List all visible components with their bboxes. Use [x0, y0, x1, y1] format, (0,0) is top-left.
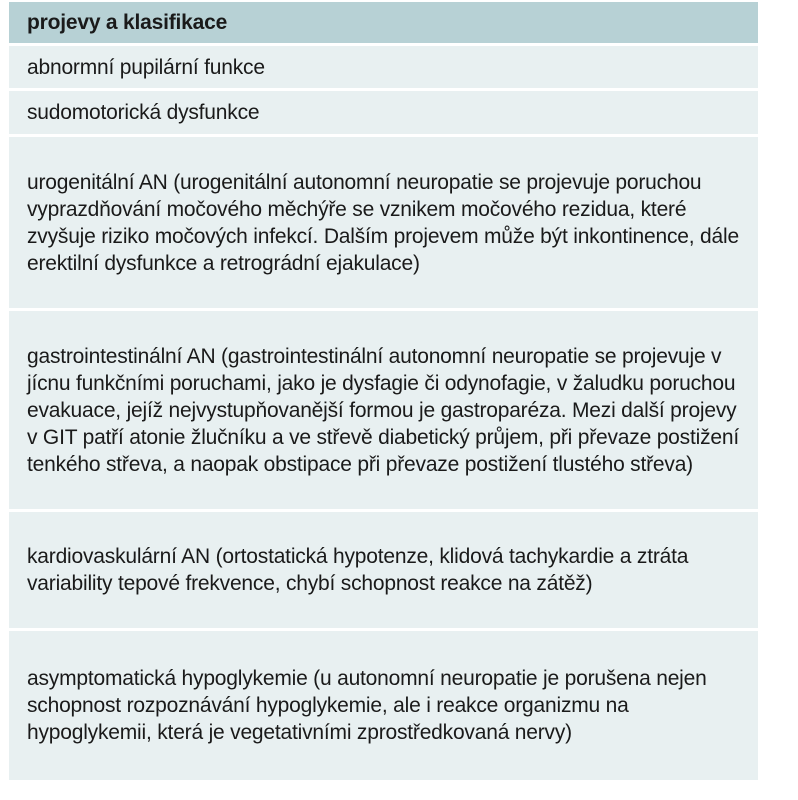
table-header — [9, 2, 758, 46]
row-text-gastrointestinal: gastrointestinální AN (gastrointestinální autonomní neuropatie se projevuje v jícnu funkčními poruchami, jako je dysfagie či odynofagie, v žaludku poruchou evakuace, jejíž nejvystupňovanější formou je gastroparéza. Mezi další projevy v GIT patří atonie žlučníku a ve střevě diabetický průjem, při převaze postižení tenkého střeva, a naopak obstipace při převaze postižení tlustého střeva) — [27, 344, 739, 476]
row-text-hypoglycemia: asymptomatická hypoglykemie (u autonomní neuropatie je porušena nejen schopnost rozpoznávání hypoglykemie, ale i reakce organizmu na hypoglykemii, která je vegetativními zprostředkovaná nervy) — [27, 667, 707, 744]
table-row — [9, 512, 758, 631]
table-row — [9, 91, 758, 137]
row-text-cardiovascular: kardiovaskulární AN (ortostatická hypotenze, klidová tachykardie a ztráta variability tepové frekvence, chybí schopnost reakce na zátěž) — [27, 545, 689, 595]
row-text-pupillary: abnormní pupilární funkce — [27, 55, 265, 79]
classification-table — [9, 2, 758, 783]
row-text-urogenital: urogenitální AN (urogenitální autonomní neuropatie se projevuje poruchou vyprazdňování močového měchýře se vznikem močového rezidua, které zvyšuje riziko močových infekcí. Dalším projevem může být inkontinence, dále erektilní dysfunkce a retrográdní ejakulace) — [27, 170, 739, 275]
table-row — [9, 137, 758, 311]
row-text-sudomotor: sudomotorická dysfunkce — [27, 101, 260, 124]
table-header-label: projevy a klasifikace — [27, 11, 228, 34]
table-row — [9, 631, 758, 783]
table-row — [9, 46, 758, 91]
table-row — [9, 311, 758, 512]
